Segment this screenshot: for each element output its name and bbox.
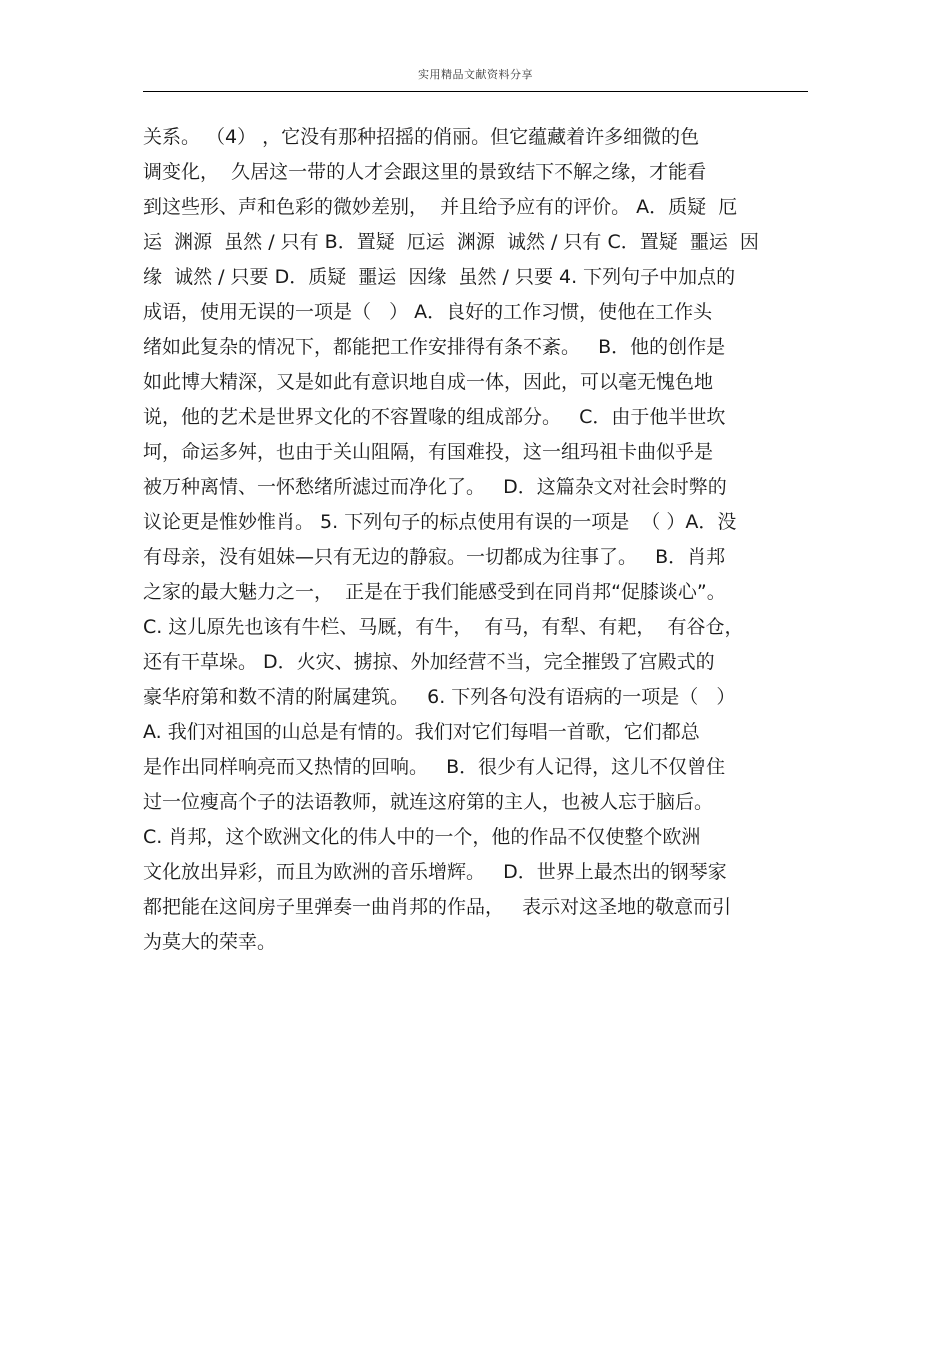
page-header-title: 实用精品文献资料分享 xyxy=(418,68,533,81)
text-line: C. 肖邦，这个欧洲文化的伟人中的一个，他的作品不仅使整个欧洲 xyxy=(143,826,701,848)
text-line: 成语，使用无误的一项是（ ） A．良好的工作习惯，使他在工作头 xyxy=(143,301,713,323)
text-line: 关系。 （4） ，它没有那种招摇的俏丽。但它蕴藏着许多细微的色 xyxy=(143,126,700,148)
text-line: 调变化， 久居这一带的人才会跟这里的景致结下不解之缘，才能看 xyxy=(143,161,707,183)
text-line: 议论更是惟妙惟肖。 5. 下列句子的标点使用有误的一项是 （ ）A．没 xyxy=(143,511,737,533)
text-line: 运 渊源 虽然 / 只有 B．置疑 厄运 渊源 诚然 / 只有 C．置疑 噩运 因 xyxy=(143,231,759,253)
text-line: 缘 诚然 / 只要 D．质疑 噩运 因缘 虽然 / 只要 4. 下列句子中加点的 xyxy=(143,266,736,288)
text-line: 之家的最大魅力之一， 正是在于我们能感受到在同肖邦“促膝谈心”。 xyxy=(143,581,726,603)
text-line: 文化放出异彩，而且为欧洲的音乐增辉。 D．世界上最杰出的钢琴家 xyxy=(143,861,727,883)
text-line: 都把能在这间房子里弹奏一曲肖邦的作品， 表示对这圣地的敬意而引 xyxy=(143,896,732,918)
document-body xyxy=(143,120,808,960)
text-line: 有母亲，没有姐妹—只有无边的静寂。一切都成为往事了。 B．肖邦 xyxy=(143,546,726,568)
text-line: 为莫大的荣幸。 xyxy=(143,931,277,953)
text-line: 豪华府第和数不清的附属建筑。 6. 下列各句没有语病的一项是（ ） xyxy=(143,686,736,708)
text-line: 坷，命运多舛，也由于关山阻隔，有国难投，这一组玛祖卡曲似乎是 xyxy=(143,441,714,463)
text-line: 是作出同样响亮而又热情的回响。 B．很少有人记得，这儿不仅曾住 xyxy=(143,756,726,778)
text-line: 还有干草垛。 D．火灾、掳掠、外加经营不当，完全摧毁了宫殿式的 xyxy=(143,651,715,673)
header-divider xyxy=(143,91,808,92)
text-line: C. 这儿原先也该有牛栏、马厩，有牛， 有马，有犁、有耙， 有谷仓， xyxy=(143,616,744,638)
text-line: 说，他的艺术是世界文化的不容置喙的组成部分。 C．由于他半世坎 xyxy=(143,406,726,428)
text-line: A. 我们对祖国的山总是有情的。我们对它们每唱一首歌，它们都总 xyxy=(143,721,700,743)
text-line: 到这些形、声和色彩的微妙差别， 并且给予应有的评价。 A．质疑 厄 xyxy=(143,196,738,218)
text-line: 如此博大精深，又是如此有意识地自成一体，因此，可以毫无愧色地 xyxy=(143,371,714,393)
text-line: 被万种离情、一怀愁绪所滤过而净化了。 D．这篇杂文对社会时弊的 xyxy=(143,476,727,498)
text-line: 绪如此复杂的情况下，都能把工作安排得有条不紊。 B．他的创作是 xyxy=(143,336,726,358)
text-line: 过一位瘦高个子的法语教师，就连这府第的主人，也被人忘于脑后。 xyxy=(143,791,714,813)
